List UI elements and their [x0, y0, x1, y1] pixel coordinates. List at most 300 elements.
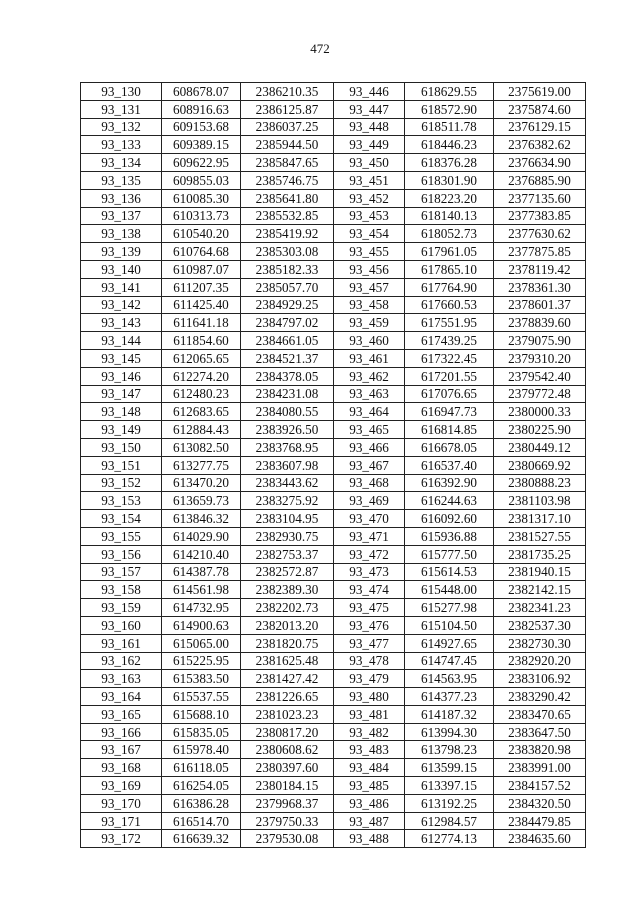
point-id-left-cell: 93_143 [81, 314, 162, 332]
y-coordinate-right-cell: 2381735.25 [494, 545, 586, 563]
y-coordinate-left-cell: 2381625.48 [241, 652, 334, 670]
point-id-right-cell: 93_451 [334, 171, 405, 189]
x-coordinate-left-cell: 611207.35 [162, 278, 241, 296]
x-coordinate-right-cell: 613599.15 [405, 759, 494, 777]
x-coordinate-left-cell: 615688.10 [162, 705, 241, 723]
x-coordinate-right-cell: 613994.30 [405, 723, 494, 741]
x-coordinate-right-cell: 617076.65 [405, 385, 494, 403]
y-coordinate-right-cell: 2382341.23 [494, 599, 586, 617]
y-coordinate-right-cell: 2383647.50 [494, 723, 586, 741]
point-id-right-cell: 93_459 [334, 314, 405, 332]
point-id-left-cell: 93_162 [81, 652, 162, 670]
y-coordinate-right-cell: 2379310.20 [494, 349, 586, 367]
y-coordinate-right-cell: 2382537.30 [494, 616, 586, 634]
x-coordinate-right-cell: 616392.90 [405, 474, 494, 492]
point-id-left-cell: 93_156 [81, 545, 162, 563]
y-coordinate-left-cell: 2382202.73 [241, 599, 334, 617]
point-id-left-cell: 93_151 [81, 456, 162, 474]
x-coordinate-left-cell: 613470.20 [162, 474, 241, 492]
point-id-left-cell: 93_164 [81, 688, 162, 706]
y-coordinate-right-cell: 2380669.92 [494, 456, 586, 474]
page-number: 472 [310, 41, 330, 56]
x-coordinate-right-cell: 615614.53 [405, 563, 494, 581]
y-coordinate-left-cell: 2385746.75 [241, 171, 334, 189]
x-coordinate-left-cell: 608916.63 [162, 100, 241, 118]
y-coordinate-left-cell: 2381023.23 [241, 705, 334, 723]
x-coordinate-right-cell: 618301.90 [405, 171, 494, 189]
x-coordinate-left-cell: 611641.18 [162, 314, 241, 332]
y-coordinate-right-cell: 2384157.52 [494, 777, 586, 795]
x-coordinate-left-cell: 612274.20 [162, 367, 241, 385]
table-row [81, 349, 586, 367]
table-row [81, 278, 586, 296]
table-row [81, 741, 586, 759]
y-coordinate-right-cell: 2380449.12 [494, 438, 586, 456]
table-row [81, 670, 586, 688]
y-coordinate-left-cell: 2379968.37 [241, 794, 334, 812]
point-id-left-cell: 93_135 [81, 171, 162, 189]
x-coordinate-right-cell: 614927.65 [405, 634, 494, 652]
x-coordinate-right-cell: 617961.05 [405, 243, 494, 261]
y-coordinate-left-cell: 2382389.30 [241, 581, 334, 599]
y-coordinate-left-cell: 2379530.08 [241, 830, 334, 848]
point-id-left-cell: 93_144 [81, 332, 162, 350]
x-coordinate-left-cell: 614029.90 [162, 527, 241, 545]
point-id-left-cell: 93_165 [81, 705, 162, 723]
table-row [81, 118, 586, 136]
x-coordinate-right-cell: 617660.53 [405, 296, 494, 314]
table-row [81, 688, 586, 706]
x-coordinate-left-cell: 610540.20 [162, 225, 241, 243]
x-coordinate-left-cell: 614900.63 [162, 616, 241, 634]
x-coordinate-right-cell: 617439.25 [405, 332, 494, 350]
y-coordinate-left-cell: 2383275.92 [241, 492, 334, 510]
y-coordinate-left-cell: 2385532.85 [241, 207, 334, 225]
point-id-left-cell: 93_146 [81, 367, 162, 385]
x-coordinate-right-cell: 616244.63 [405, 492, 494, 510]
x-coordinate-right-cell: 615104.50 [405, 616, 494, 634]
x-coordinate-right-cell: 615277.98 [405, 599, 494, 617]
table-row [81, 225, 586, 243]
table-row [81, 652, 586, 670]
x-coordinate-right-cell: 612774.13 [405, 830, 494, 848]
x-coordinate-right-cell: 614187.32 [405, 705, 494, 723]
x-coordinate-right-cell: 613798.23 [405, 741, 494, 759]
x-coordinate-left-cell: 612884.43 [162, 421, 241, 439]
point-id-right-cell: 93_452 [334, 189, 405, 207]
table-row [81, 421, 586, 439]
y-coordinate-left-cell: 2383926.50 [241, 421, 334, 439]
y-coordinate-left-cell: 2386210.35 [241, 83, 334, 101]
table-row [81, 83, 586, 101]
x-coordinate-left-cell: 611425.40 [162, 296, 241, 314]
y-coordinate-left-cell: 2383607.98 [241, 456, 334, 474]
table-row [81, 314, 586, 332]
point-id-right-cell: 93_449 [334, 136, 405, 154]
y-coordinate-right-cell: 2384479.85 [494, 812, 586, 830]
point-id-right-cell: 93_453 [334, 207, 405, 225]
y-coordinate-right-cell: 2380000.33 [494, 403, 586, 421]
x-coordinate-left-cell: 615978.40 [162, 741, 241, 759]
y-coordinate-right-cell: 2377135.60 [494, 189, 586, 207]
point-id-left-cell: 93_141 [81, 278, 162, 296]
point-id-right-cell: 93_486 [334, 794, 405, 812]
point-id-left-cell: 93_157 [81, 563, 162, 581]
table-row [81, 189, 586, 207]
x-coordinate-left-cell: 614561.98 [162, 581, 241, 599]
point-id-left-cell: 93_147 [81, 385, 162, 403]
point-id-right-cell: 93_456 [334, 260, 405, 278]
point-id-left-cell: 93_166 [81, 723, 162, 741]
table-row [81, 510, 586, 528]
y-coordinate-left-cell: 2382013.20 [241, 616, 334, 634]
x-coordinate-right-cell: 615777.50 [405, 545, 494, 563]
x-coordinate-left-cell: 611854.60 [162, 332, 241, 350]
x-coordinate-left-cell: 610313.73 [162, 207, 241, 225]
table-row [81, 260, 586, 278]
point-id-left-cell: 93_137 [81, 207, 162, 225]
y-coordinate-left-cell: 2383768.95 [241, 438, 334, 456]
y-coordinate-right-cell: 2380225.90 [494, 421, 586, 439]
y-coordinate-left-cell: 2385419.92 [241, 225, 334, 243]
x-coordinate-left-cell: 613277.75 [162, 456, 241, 474]
table-row [81, 723, 586, 741]
y-coordinate-right-cell: 2379542.40 [494, 367, 586, 385]
x-coordinate-left-cell: 616639.32 [162, 830, 241, 848]
x-coordinate-left-cell: 615225.95 [162, 652, 241, 670]
point-id-right-cell: 93_454 [334, 225, 405, 243]
point-id-right-cell: 93_474 [334, 581, 405, 599]
y-coordinate-left-cell: 2386125.87 [241, 100, 334, 118]
point-id-right-cell: 93_485 [334, 777, 405, 795]
x-coordinate-right-cell: 613397.15 [405, 777, 494, 795]
y-coordinate-left-cell: 2384797.02 [241, 314, 334, 332]
table-row [81, 563, 586, 581]
point-id-right-cell: 93_488 [334, 830, 405, 848]
x-coordinate-left-cell: 610764.68 [162, 243, 241, 261]
x-coordinate-right-cell: 618511.78 [405, 118, 494, 136]
point-id-left-cell: 93_169 [81, 777, 162, 795]
point-id-left-cell: 93_136 [81, 189, 162, 207]
y-coordinate-right-cell: 2377630.62 [494, 225, 586, 243]
point-id-left-cell: 93_161 [81, 634, 162, 652]
table-row [81, 812, 586, 830]
x-coordinate-right-cell: 616092.60 [405, 510, 494, 528]
point-id-right-cell: 93_473 [334, 563, 405, 581]
table-row [81, 474, 586, 492]
point-id-left-cell: 93_148 [81, 403, 162, 421]
x-coordinate-right-cell: 614747.45 [405, 652, 494, 670]
table-body [81, 83, 586, 848]
x-coordinate-right-cell: 617865.10 [405, 260, 494, 278]
x-coordinate-right-cell: 618376.28 [405, 154, 494, 172]
table-row [81, 332, 586, 350]
y-coordinate-right-cell: 2380888.23 [494, 474, 586, 492]
y-coordinate-left-cell: 2380184.15 [241, 777, 334, 795]
table-row [81, 243, 586, 261]
y-coordinate-left-cell: 2381226.65 [241, 688, 334, 706]
y-coordinate-right-cell: 2383991.00 [494, 759, 586, 777]
y-coordinate-right-cell: 2378361.30 [494, 278, 586, 296]
y-coordinate-right-cell: 2378839.60 [494, 314, 586, 332]
table-row [81, 759, 586, 777]
x-coordinate-right-cell: 612984.57 [405, 812, 494, 830]
y-coordinate-right-cell: 2375874.60 [494, 100, 586, 118]
point-id-left-cell: 93_133 [81, 136, 162, 154]
y-coordinate-right-cell: 2382142.15 [494, 581, 586, 599]
y-coordinate-right-cell: 2384320.50 [494, 794, 586, 812]
x-coordinate-left-cell: 609855.03 [162, 171, 241, 189]
table-row [81, 581, 586, 599]
table-row [81, 545, 586, 563]
x-coordinate-left-cell: 614732.95 [162, 599, 241, 617]
point-id-right-cell: 93_466 [334, 438, 405, 456]
point-id-left-cell: 93_153 [81, 492, 162, 510]
x-coordinate-right-cell: 616814.85 [405, 421, 494, 439]
y-coordinate-left-cell: 2385303.08 [241, 243, 334, 261]
point-id-left-cell: 93_142 [81, 296, 162, 314]
table-row [81, 456, 586, 474]
point-id-left-cell: 93_163 [81, 670, 162, 688]
point-id-right-cell: 93_487 [334, 812, 405, 830]
point-id-right-cell: 93_460 [334, 332, 405, 350]
x-coordinate-left-cell: 609389.15 [162, 136, 241, 154]
x-coordinate-right-cell: 615936.88 [405, 527, 494, 545]
point-id-left-cell: 93_158 [81, 581, 162, 599]
point-id-left-cell: 93_170 [81, 794, 162, 812]
y-coordinate-left-cell: 2383443.62 [241, 474, 334, 492]
y-coordinate-right-cell: 2383290.42 [494, 688, 586, 706]
y-coordinate-right-cell: 2376885.90 [494, 171, 586, 189]
x-coordinate-right-cell: 618052.73 [405, 225, 494, 243]
y-coordinate-right-cell: 2383106.92 [494, 670, 586, 688]
point-id-right-cell: 93_472 [334, 545, 405, 563]
table-row [81, 634, 586, 652]
y-coordinate-right-cell: 2379772.48 [494, 385, 586, 403]
point-id-left-cell: 93_171 [81, 812, 162, 830]
point-id-right-cell: 93_479 [334, 670, 405, 688]
point-id-right-cell: 93_468 [334, 474, 405, 492]
point-id-right-cell: 93_478 [334, 652, 405, 670]
x-coordinate-left-cell: 614210.40 [162, 545, 241, 563]
point-id-right-cell: 93_484 [334, 759, 405, 777]
point-id-right-cell: 93_483 [334, 741, 405, 759]
point-id-left-cell: 93_132 [81, 118, 162, 136]
table-row [81, 777, 586, 795]
y-coordinate-right-cell: 2376382.62 [494, 136, 586, 154]
table-row [81, 403, 586, 421]
point-id-left-cell: 93_152 [81, 474, 162, 492]
x-coordinate-right-cell: 613192.25 [405, 794, 494, 812]
point-id-right-cell: 93_448 [334, 118, 405, 136]
point-id-left-cell: 93_159 [81, 599, 162, 617]
x-coordinate-right-cell: 616678.05 [405, 438, 494, 456]
coordinate-table [80, 82, 586, 848]
point-id-left-cell: 93_155 [81, 527, 162, 545]
x-coordinate-left-cell: 608678.07 [162, 83, 241, 101]
point-id-right-cell: 93_480 [334, 688, 405, 706]
y-coordinate-left-cell: 2384661.05 [241, 332, 334, 350]
x-coordinate-left-cell: 609622.95 [162, 154, 241, 172]
table-row [81, 830, 586, 848]
y-coordinate-left-cell: 2384929.25 [241, 296, 334, 314]
table-row [81, 527, 586, 545]
point-id-left-cell: 93_150 [81, 438, 162, 456]
point-id-right-cell: 93_462 [334, 367, 405, 385]
y-coordinate-right-cell: 2376129.15 [494, 118, 586, 136]
y-coordinate-right-cell: 2381527.55 [494, 527, 586, 545]
point-id-left-cell: 93_138 [81, 225, 162, 243]
x-coordinate-left-cell: 615065.00 [162, 634, 241, 652]
point-id-right-cell: 93_461 [334, 349, 405, 367]
y-coordinate-left-cell: 2385182.33 [241, 260, 334, 278]
y-coordinate-left-cell: 2385641.80 [241, 189, 334, 207]
y-coordinate-left-cell: 2382930.75 [241, 527, 334, 545]
x-coordinate-left-cell: 614387.78 [162, 563, 241, 581]
y-coordinate-left-cell: 2385944.50 [241, 136, 334, 154]
x-coordinate-left-cell: 613082.50 [162, 438, 241, 456]
x-coordinate-right-cell: 618446.23 [405, 136, 494, 154]
table-row [81, 385, 586, 403]
table-row [81, 296, 586, 314]
table-row [81, 367, 586, 385]
point-id-left-cell: 93_168 [81, 759, 162, 777]
x-coordinate-left-cell: 610085.30 [162, 189, 241, 207]
point-id-left-cell: 93_139 [81, 243, 162, 261]
x-coordinate-right-cell: 618140.13 [405, 207, 494, 225]
x-coordinate-left-cell: 615383.50 [162, 670, 241, 688]
x-coordinate-left-cell: 609153.68 [162, 118, 241, 136]
point-id-left-cell: 93_172 [81, 830, 162, 848]
point-id-right-cell: 93_481 [334, 705, 405, 723]
point-id-right-cell: 93_457 [334, 278, 405, 296]
x-coordinate-left-cell: 612480.23 [162, 385, 241, 403]
y-coordinate-left-cell: 2385847.65 [241, 154, 334, 172]
y-coordinate-left-cell: 2382753.37 [241, 545, 334, 563]
x-coordinate-right-cell: 616537.40 [405, 456, 494, 474]
x-coordinate-left-cell: 616254.05 [162, 777, 241, 795]
point-id-right-cell: 93_467 [334, 456, 405, 474]
point-id-right-cell: 93_464 [334, 403, 405, 421]
point-id-right-cell: 93_476 [334, 616, 405, 634]
x-coordinate-left-cell: 615537.55 [162, 688, 241, 706]
x-coordinate-left-cell: 612065.65 [162, 349, 241, 367]
y-coordinate-right-cell: 2382920.20 [494, 652, 586, 670]
x-coordinate-right-cell: 617201.55 [405, 367, 494, 385]
table-row [81, 492, 586, 510]
point-id-left-cell: 93_167 [81, 741, 162, 759]
y-coordinate-left-cell: 2380397.60 [241, 759, 334, 777]
point-id-right-cell: 93_471 [334, 527, 405, 545]
point-id-right-cell: 93_447 [334, 100, 405, 118]
point-id-left-cell: 93_130 [81, 83, 162, 101]
x-coordinate-right-cell: 618629.55 [405, 83, 494, 101]
x-coordinate-right-cell: 614377.23 [405, 688, 494, 706]
table-row [81, 207, 586, 225]
y-coordinate-left-cell: 2384378.05 [241, 367, 334, 385]
y-coordinate-left-cell: 2384080.55 [241, 403, 334, 421]
point-id-left-cell: 93_145 [81, 349, 162, 367]
y-coordinate-left-cell: 2384231.08 [241, 385, 334, 403]
y-coordinate-left-cell: 2379750.33 [241, 812, 334, 830]
point-id-right-cell: 93_475 [334, 599, 405, 617]
y-coordinate-left-cell: 2386037.25 [241, 118, 334, 136]
x-coordinate-right-cell: 618572.90 [405, 100, 494, 118]
x-coordinate-right-cell: 617322.45 [405, 349, 494, 367]
x-coordinate-right-cell: 617551.95 [405, 314, 494, 332]
point-id-left-cell: 93_160 [81, 616, 162, 634]
y-coordinate-left-cell: 2381820.75 [241, 634, 334, 652]
point-id-right-cell: 93_450 [334, 154, 405, 172]
y-coordinate-left-cell: 2380608.62 [241, 741, 334, 759]
x-coordinate-right-cell: 616947.73 [405, 403, 494, 421]
table-row [81, 438, 586, 456]
table-row [81, 616, 586, 634]
y-coordinate-right-cell: 2381940.15 [494, 563, 586, 581]
point-id-right-cell: 93_458 [334, 296, 405, 314]
table-row [81, 154, 586, 172]
y-coordinate-right-cell: 2381317.10 [494, 510, 586, 528]
y-coordinate-right-cell: 2382730.30 [494, 634, 586, 652]
y-coordinate-left-cell: 2383104.95 [241, 510, 334, 528]
y-coordinate-right-cell: 2381103.98 [494, 492, 586, 510]
x-coordinate-left-cell: 612683.65 [162, 403, 241, 421]
point-id-right-cell: 93_465 [334, 421, 405, 439]
y-coordinate-right-cell: 2377383.85 [494, 207, 586, 225]
x-coordinate-left-cell: 616514.70 [162, 812, 241, 830]
point-id-right-cell: 93_482 [334, 723, 405, 741]
point-id-right-cell: 93_463 [334, 385, 405, 403]
y-coordinate-left-cell: 2380817.20 [241, 723, 334, 741]
point-id-right-cell: 93_470 [334, 510, 405, 528]
y-coordinate-left-cell: 2381427.42 [241, 670, 334, 688]
point-id-right-cell: 93_469 [334, 492, 405, 510]
point-id-left-cell: 93_149 [81, 421, 162, 439]
x-coordinate-right-cell: 615448.00 [405, 581, 494, 599]
point-id-left-cell: 93_140 [81, 260, 162, 278]
table-row [81, 136, 586, 154]
y-coordinate-right-cell: 2383820.98 [494, 741, 586, 759]
y-coordinate-right-cell: 2375619.00 [494, 83, 586, 101]
y-coordinate-right-cell: 2376634.90 [494, 154, 586, 172]
table-row [81, 794, 586, 812]
y-coordinate-right-cell: 2377875.85 [494, 243, 586, 261]
point-id-left-cell: 93_131 [81, 100, 162, 118]
point-id-left-cell: 93_134 [81, 154, 162, 172]
y-coordinate-left-cell: 2382572.87 [241, 563, 334, 581]
x-coordinate-right-cell: 617764.90 [405, 278, 494, 296]
y-coordinate-right-cell: 2378601.37 [494, 296, 586, 314]
x-coordinate-right-cell: 614563.95 [405, 670, 494, 688]
y-coordinate-right-cell: 2378119.42 [494, 260, 586, 278]
x-coordinate-left-cell: 616118.05 [162, 759, 241, 777]
x-coordinate-left-cell: 615835.05 [162, 723, 241, 741]
x-coordinate-left-cell: 610987.07 [162, 260, 241, 278]
x-coordinate-right-cell: 618223.20 [405, 189, 494, 207]
y-coordinate-right-cell: 2379075.90 [494, 332, 586, 350]
table-row [81, 171, 586, 189]
table-row [81, 599, 586, 617]
table-row [81, 100, 586, 118]
x-coordinate-left-cell: 616386.28 [162, 794, 241, 812]
table-row [81, 705, 586, 723]
x-coordinate-left-cell: 613659.73 [162, 492, 241, 510]
point-id-left-cell: 93_154 [81, 510, 162, 528]
point-id-right-cell: 93_477 [334, 634, 405, 652]
y-coordinate-right-cell: 2383470.65 [494, 705, 586, 723]
y-coordinate-right-cell: 2384635.60 [494, 830, 586, 848]
point-id-right-cell: 93_455 [334, 243, 405, 261]
